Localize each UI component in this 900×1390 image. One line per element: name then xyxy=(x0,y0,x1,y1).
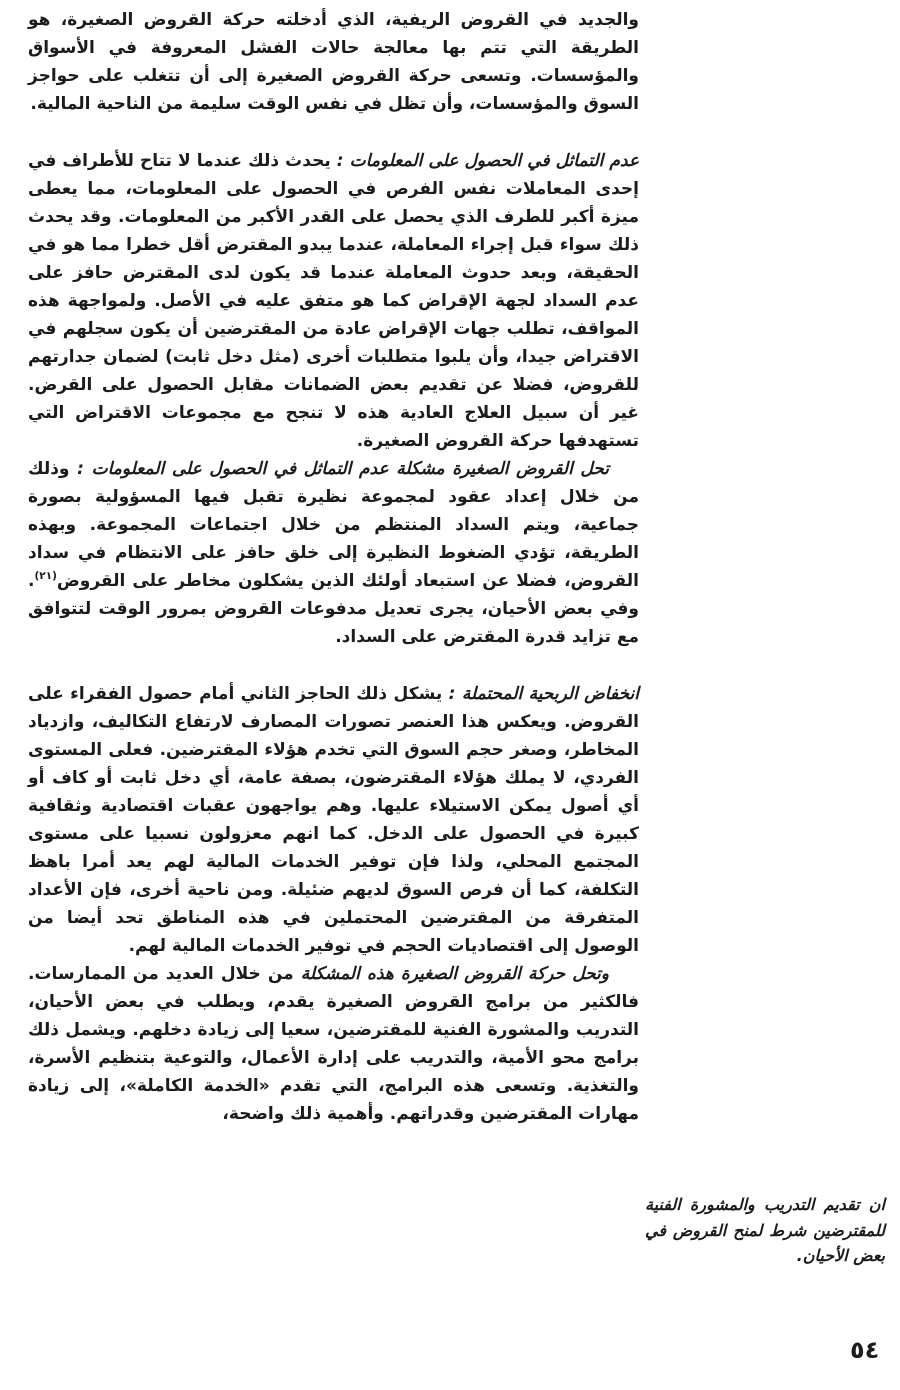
margin-note-text: ان تقديم التدريب والمشورة الفنية للمقترضين شرط لمنح القروض في بعض الأحيان. xyxy=(645,1195,885,1265)
section-asymmetric-information xyxy=(28,147,639,455)
paragraph-text: وذلك من خلال إعداد عقود لمجموعة نظيرة تقبل فيها المسؤولية بصورة جماعية، ويتم السداد المنتظم من خلال اجتماعات المجموعة. وبهذه الطريقة، تؤدي الضغوط النظيرة إلى خلق حافز على الانتظام في سداد القروض، فضلا عن استبعاد أولئك الذين يشكلون مخاطر على القروض xyxy=(28,459,639,591)
main-text-column xyxy=(28,6,639,1128)
paragraph-text: يحدث ذلك عندما لا تتاح للأطراف في إحدى المعاملات نفس الفرص في الحصول على المعلومات، مما يعطى ميزة أكبر للطرف الذي يحصل على القدر الأكبر من المعلومات. وقد يحدث ذلك سواء قبل إجراء المعاملة، عندما يبدو المقترض أقل خطرا مما هو في الحقيقة، وبعد حدوث المعاملة عندما قد يكون لدى المقترض حافز على عدم السداد لجهة الإقراض كما هو متفق عليه في الأصل. ولمواجهة هذه المواقف، تطلب جهات الإقراض عادة من المقترضين أن يكون سجلهم في الاقتراض جيدا، وأن يلبوا متطلبات أخرى (مثل دخل ثابت) لضمان جدارتهم للقروض، فضلا عن تقديم بعض الضمانات مقابل الحصول على القرض. غير أن سبيل العلاج العادية هذه لا تنجح مع مجموعات الاقتراض التي تستهدفها حركة القروض الصغيرة. xyxy=(28,151,639,451)
section-lead: انخفاض الربحية المحتملة : xyxy=(448,684,640,704)
paragraph-lead: تحل القروض الصغيرة مشكلة عدم التماثل في الحصول على المعلومات : xyxy=(77,459,610,479)
page-number: ٥٤ xyxy=(850,1336,880,1364)
paragraph-text: يشكل ذلك الحاجز الثاني أمام حصول الفقراء على القروض. ويعكس هذا العنصر تصورات المصارف لارتفاع التكاليف، وازدياد المخاطر، وصغر حجم السوق التي تخدم هؤلاء المقترضين. فعلى المستوى الفردي، لا يملك هؤلاء المقترضون، بصفة عامة، أي دخل ثابت أو كاف أو أي أصول يمكن الاستيلاء عليها. وهم يواجهون عقبات اقتصادية وثقافية كبيرة في الحصول على الدخل. كما انهم معزولون نسبيا على مستوى المجتمع المحلي، ولذا فإن توفير الخدمات المالية لهم يعد أمرا باهظ التكلفة، كما أن فرص السوق لديهم ضئيلة. ومن ناحية أخرى، فإن الأعداد المتفرقة من المقترضين المحتملين في هذه المناطق تحد أيضا من الوصول إلى اقتصاديات الحجم في توفير الخدمات المالية لهم. xyxy=(28,684,639,956)
opening-paragraph xyxy=(28,6,639,118)
paragraph-training-services xyxy=(28,960,639,1128)
paragraph-lead: وتحل حركة القروض الصغيرة هذه المشكلة xyxy=(300,964,609,984)
paragraph-text: من خلال العديد من الممارسات. فالكثير من برامج القروض الصغيرة يقدم، ويطلب في بعض الأحيان، التدريب والمشورة الفنية للمقترضين، سعيا إلى زيادة دخلهم. ويشمل ذلك برامج محو الأمية، والتدريب على إدارة الأعمال، والتوعية بتنظيم الأسرة، والتغذية. وتسعى هذه البرامج، التي تقدم «الخدمة الكاملة»، إلى زيادة مهارات المقترضين وقدراتهم. وأهمية ذلك واضحة، xyxy=(28,964,639,1124)
paragraph-microcredit-solution xyxy=(28,455,639,651)
section-low-profitability xyxy=(28,680,639,960)
section-lead: عدم التماثل في الحصول على المعلومات : xyxy=(336,151,639,171)
footnote-reference-21: (٢١) xyxy=(34,570,57,582)
margin-note xyxy=(645,1192,885,1269)
paragraph-text: والجديد في القروض الريفية، الذي أدخلته حركة القروض الصغيرة، هو الطريقة التي تتم بها معالجة حالات الفشل المعروفة في الأسواق والمؤسسات. وتسعى حركة القروض الصغيرة إلى أن تتغلب على حواجز السوق والمؤسسات، وأن تظل في نفس الوقت سليمة من الناحية المالية. xyxy=(28,10,639,114)
paragraph-text: . وفي بعض الأحيان، يجرى تعديل مدفوعات القروض بمرور الوقت لتتوافق مع تزايد قدرة المقترض على السداد. xyxy=(28,571,639,647)
